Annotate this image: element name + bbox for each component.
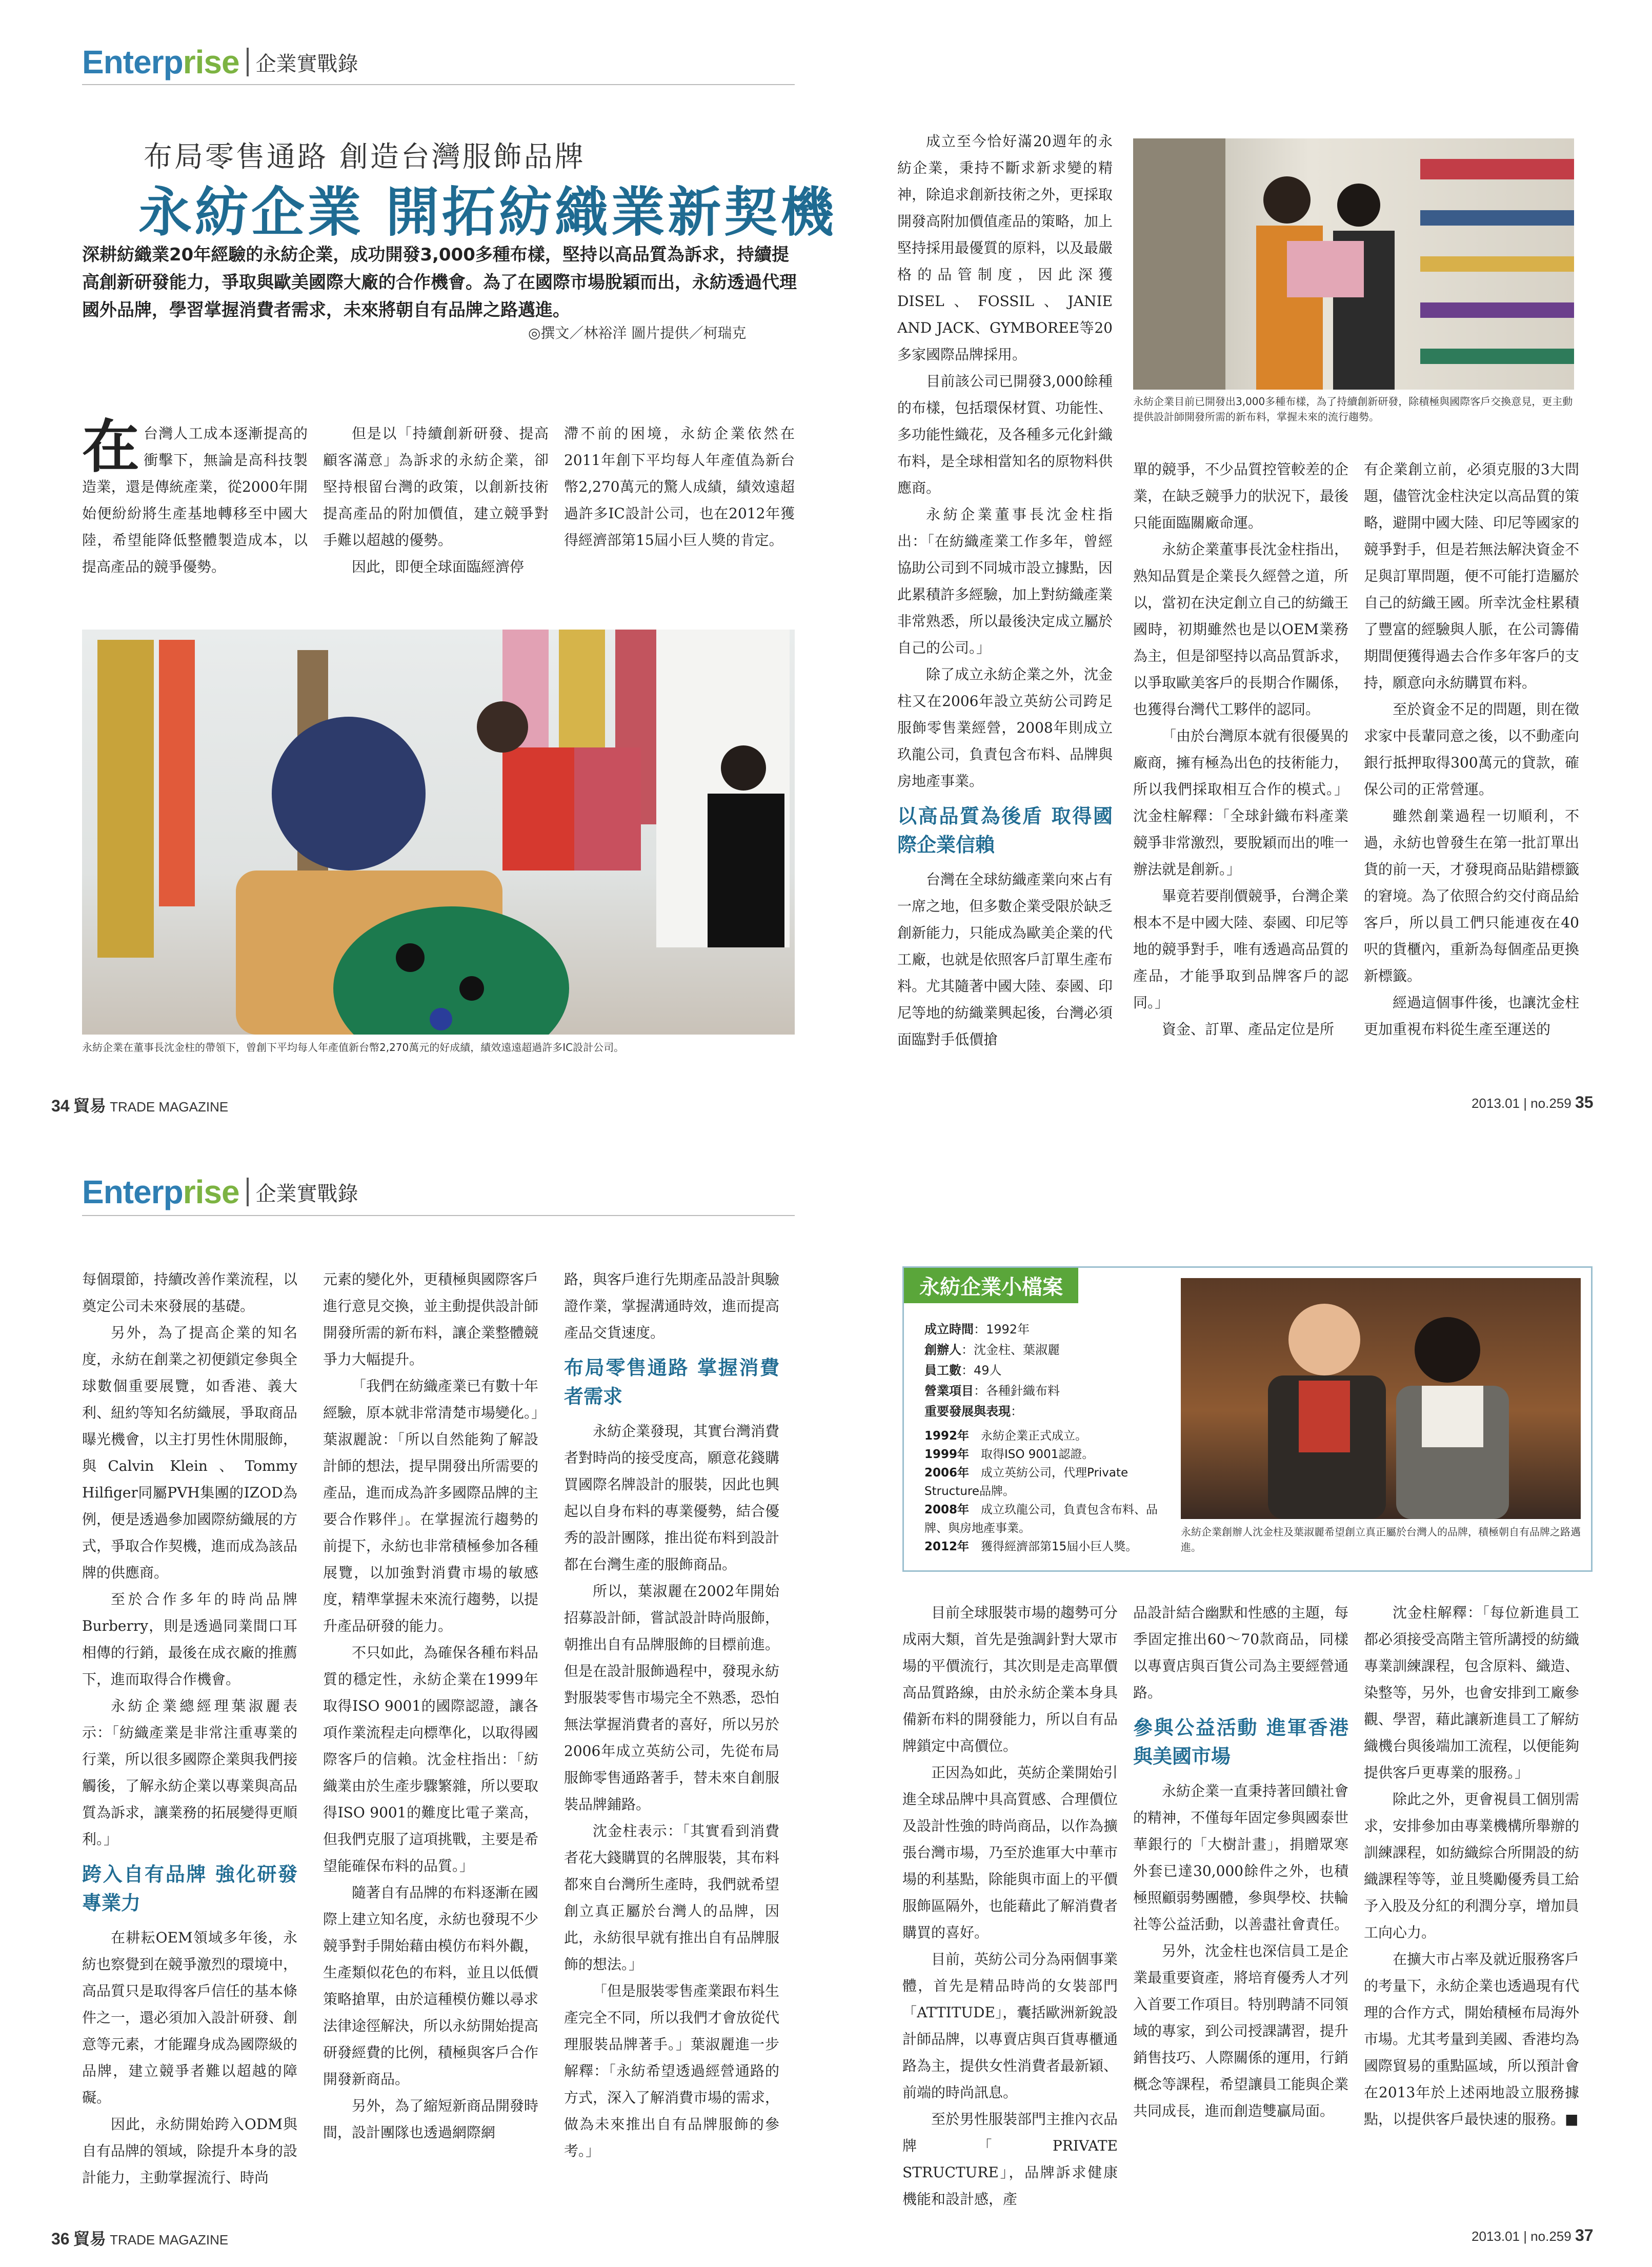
- bottom-column-2: 元素的變化外，更積極與國際客戶進行意見交換，並主動提供設計師開發所需的新布料，讓企業整體競爭力大幅提升。 「我們在紡織產業已有數十年經驗，原本就非常清楚市場變化。」葉淑麗說：「所以自然能夠了解設計師的想法，提早開發出所需要的產品，進而成為許多國際品牌的主要合作夥伴」。在掌握流行趨勢的前提下，永紡也非常積極參加各種展覽，以加強對消費市場的敏感度，精準掌握未來流行趨勢，以提升產品研發的能力。 不只如此，為確保各種布料品質的穩定性，永紡企業在1999年取得ISO 9001的國際認證，讓各項作業流程走向標準化，以取得國際客戶的信賴。沈金柱指出：「紡織業由於生產步驟繁雜，所以要取得ISO 9001的難度比電子業高，但我們克服了這項挑戰，主要是希望能確保布料的品質。」 隨著自有品牌的布料逐漸在國際上建立知名度，永紡也發現不少競爭對手開始藉由模仿布料外觀，生產類似花色的布料，並且以低價策略搶單，由於這種模仿難以尋求法律途徑解決，所以永紡開始提高研發經費的比例，積極與客戶合作開發新商品。 另外，為了縮短新商品開發時間，設計團隊也透過網際網: [323, 1271, 539, 2141]
- photo-fabric-samples: [1133, 138, 1574, 390]
- profile-timeline: 1992年 永紡企業正式成立。 1999年 取得ISO 9001認證。 2006年 成立英紡公司，代理Private Structure品牌。 2008年 成立玖龍公司，負責包含布料、品牌、與房地產事業。 2012年 獲得經濟部第15屆小巨人獎。: [924, 1429, 1158, 1553]
- company-profile-box: [902, 1266, 1593, 1572]
- bottom-column-3: 路，與客戶進行先期產品設計與驗證作業，掌握溝通時效，進而提高產品交貨速度。 布局零售通路 掌握消費者需求 永紡企業發現，其實台灣消費者對時尚的接受度高，願意花錢購買國際名牌設計的服裝，因此也興起以自身布料的專業優勢，結合優秀的設計團隊，推出從布料到設計都在台灣生產的服飾商品。 所以，葉淑麗在2002年開始招募設計師，嘗試設計時尚服飾，朝推出自有品牌服飾的目標前進。但是在設計服飾過程中，發現永紡對服裝零售市場完全不熟悉，恐怕無法掌握消費者的喜好，所以另於2006年成立英紡公司，先從布局服飾零售通路著手，替未來自創服裝品牌鋪路。 沈金柱表示：「其實看到消費者花大錢購買的名牌服裝，其布料都來自台灣所生產時，我們就希望創立真正屬於台灣人的品牌，因此，永紡很早就有推出自有品牌服飾的想法。」 「但是服裝零售產業跟布料生產完全不同，所以我們才會放從代理服裝品牌著手。」葉淑麗進一步解釋：「永紡希望透過經營通路的方式，深入了解消費市場的需求，做為未來推出自有品牌服飾的參考。」: [564, 1271, 780, 2159]
- right-column-3: 有企業創立前，必須克服的3大問題，儘管沈金柱決定以高品質的策略，避開中國大陸、印尼等國家的競爭對手，但是若無法解決資金不足與訂單問題，便不可能打造屬於自己的紡織王國。所幸沈金柱累積了豐富的經驗與人脈，在公司籌備期間便獲得過去合作多年客戶的支持，願意向永紡購買布料。 至於資金不足的問題，則在徵求家中長輩同意之後，以不動產向銀行抵押取得300萬元的貸款，確保公司的正常營運。 雖然創業過程一切順利，不過，永紡也曾發生在第一批訂單出貨的前一天，才發現商品貼錯標籤的窘境。為了依照合約交付商品給客戶，所以員工們只能連夜在40呎的貨櫃內，重新為每個產品更換新標籤。 經過這個事件後，也讓沈金柱更加重視布料從生產至運送的: [1364, 461, 1580, 1038]
- footer-page-37: 2013.01 | no.259 37: [1472, 2226, 1594, 2244]
- photo-2-caption: 永紡企業目前已開發出3,000多種布樣，為了持續創新研發，除積極與國際客戶交換意見，更主動提供設計師開發所需的新布料，掌握未來的流行趨勢。: [1133, 395, 1573, 423]
- bottom-column-1: 每個環節，持續改善作業流程，以奠定公司未來發展的基礎。 另外，為了提高企業的知名度，永紡在創業之初便鎖定參與全球數個重要展覽，如香港、義大利、紐約等知名紡織展，爭取商品曝光機會，以主打男性休閒服飾，與Calvin Klein、Tommy Hilfiger同屬PVH集團的IZOD為例，便是透過參加國際紡織展的方式，爭取合作契機，進而成為該品牌的供應商。 至於合作多年的時尚品牌Burberry，則是透過同業間口耳相傳的行銷，最後在成衣廠的推薦下，進而取得合作機會。 永紡企業總經理葉淑麗表示：「紡織產業是非常注重專業的行業，所以很多國際企業與我們接觸後，了解永紡企業以專業與高品質為訴求，讓業務的拓展變得更順利。」 跨入自有品牌 強化研發專業力 在耕耘OEM領域多年後，永紡也察覺到在競爭激烈的環境中，高品質只是取得客戶信任的基本條件之一，還必須加入設計研發、創意等元素，才能躍身成為國際級的品牌，建立競爭者難以超越的障礙。 因此，永紡開始跨入ODM與自有品牌的領域，除提升本身的設計能力，主動掌握流行、時尚: [82, 1271, 298, 2186]
- section-heading-retail: 布局零售通路 掌握消費者需求: [564, 1357, 779, 1408]
- profile-box-title: 永紡企業小檔案: [904, 1268, 1078, 1303]
- photo-1-caption: 永紡企業在董事長沈金柱的帶領下，曾創下平均每人年產值新台幣2,270萬元的好成績，績效遠遠超過許多IC設計公司。: [82, 1041, 624, 1054]
- bottom-right-column-2: 品設計結合幽默和性感的主題，每季固定推出60～70款商品，同樣以專賣店與百貨公司為主要經營通路。 參與公益活動 進軍香港與美國市場 永紡企業一直秉持著回饋社會的精神，不僅每年固定參與國泰世華銀行的「大樹計畫」，捐贈眾寒外套已達30,000餘件之外，也積極照顧弱勢團體，參與學校、扶輪社等公益活動，以善盡社會責任。 另外，沈金柱也深信員工是企業最重要資產，將培育優秀人才列入首要工作項目。特別聘請不同領域的專家，到公司授課講習，提升銷售技巧、人際關係的運用，行銷概念等課程，希望讓員工能與企業共同成長，進而創造雙贏局面。: [1133, 1604, 1349, 2119]
- right-column-2: 單的競爭，不少品質控管較差的企業，在缺乏競爭力的狀況下，最後只能面臨關廠命運。 永紡企業董事長沈金柱指出，熟知品質是企業長久經營之道，所以，當初在決定創立自己的紡織王國時，初期雖然也是以OEM業務為主，但是卻堅持以高品質訴求，以爭取歐美客戶的長期合作關係，也獲得台灣代工夥伴的認同。 「由於台灣原本就有很優異的廠商，擁有極為出色的技術能力，所以我們採取相互合作的模式。」沈金柱解釋：「全球針織布料產業競爭非常激烈，要脫穎而出的唯一辦法就是創新。」 畢竟若要削價競爭，台灣企業根本不是中國大陸、泰國、印尼等地的競爭對手，唯有透過高品質的產品，才能爭取到品牌客戶的認同。」 資金、訂單、產品定位是所: [1133, 461, 1349, 1038]
- right-column-1: 成立至今恰好滿20週年的永紡企業，秉持不斷求新求變的精神，除追求創新技術之外，更採取開發高附加價值產品的策略，加上堅持採用最優質的原料，以及最嚴格的品管制度，因此深獲DISEL、FOSSIL、JANIE AND JACK、GYMBOREE等20多家國際品牌採用。 目前該公司已開發3,000餘種的布樣，包括環保材質、功能性、多功能性織花，及各種多元化針織布料，是全球相當知名的原物料供應商。 永紡企業董事長沈金柱指出：「在紡織產業工作多年，曾經協助公司到不同城市設立據點，因此累積許多經驗，加上對紡織產業非常熟悉，所以最後決定成立屬於自己的公司。」 除了成立永紡企業之外，沈金柱又在2006年設立英紡公司跨足服飾零售業經營，2008年則成立玖龍公司，負責包含布料、品牌與房地產事業。 以高品質為後盾 取得國際企業信賴 台灣在全球紡織產業向來占有一席之地，但多數企業受限於缺乏創新能力，只能成為歐美企業的代工廠，也就是依照客戶訂單生產布料。尤其隨著中國大陸、泰國、印尼等地的紡織業興起後，台灣必須面臨對手低價搶: [897, 133, 1113, 1048]
- brand-logo: Enterprise: [82, 44, 239, 80]
- article-title: 永紡企業 開拓紡織業新契機: [138, 180, 837, 244]
- intro-column-2: 但是以「持續創新研發、提高顧客滿意」為訴求的永紡企業，卻堅持根留台灣的政策，以創新技術提高產品的附加價值，建立競爭對手難以超越的優勢。 因此，即便全球面臨經濟停: [323, 425, 549, 575]
- footer-page-34: 34 貿易 TRADE MAGAZINE: [51, 1097, 229, 1115]
- brand-logo-2: Enterprise: [82, 1173, 239, 1210]
- intro-column-1: 在台灣人工成本逐漸提高的衝擊下，無論是高科技製造業，還是傳統產業，從2000年開始便紛紛將生產基地轉移至中國大陸，希望能降低整體製造成本，以提高產品的競爭優勢。: [82, 413, 308, 575]
- intro-column-3: 滯不前的困境，永紡企業依然在2011年創下平均每人年產值為新台幣2,270萬元的驚人成績，績效遠超過許多IC設計公司，也在2012年獲得經濟部第15屆小巨人獎的肯定。: [564, 425, 795, 549]
- section-heading-quality: 以高品質為後盾 取得國際企業信賴: [897, 805, 1113, 856]
- drop-cap: 在: [82, 413, 139, 480]
- bottom-right-column-3: 沈金柱解釋：「每位新進員工都必須接受高階主管所講授的紡織專業訓練課程，包含原料、織造、染整等，另外，也會安排到工廠參觀、學習，藉此讓新進員工了解紡織機台與後端加工流程，以便能夠提供客戶更專業的服務。」 除此之外，更會視員工個別需求，安排參加由專業機構所舉辦的訓練課程，如紡織綜合所開設的紡織課程等等，並且獎勵優秀員工給予入股及分紅的利潤分享，增加員工向心力。 在擴大市占率及就近服務客戶的考量下，永紡企業也透過現有代理的合作方式，開始積極布局海外市場。尤其考量到美國、香港均為國際貿易的重點區域，所以預計會在2013年於上述兩地設立服務據點，以提供客戶最快速的服務。■: [1364, 1604, 1580, 2128]
- footer-page-36: 36 貿易 TRADE MAGAZINE: [51, 2230, 229, 2248]
- profile-photo-caption: 永紡企業創辦人沈金柱及葉淑麗希望創立真正屬於台灣人的品牌，積極朝自有品牌之路邁進。: [1181, 1526, 1581, 1553]
- article-credit: ◎撰文／林裕洋 圖片提供／柯瑞克: [528, 325, 747, 341]
- footer-page-35: 2013.01 | no.259 35: [1472, 1093, 1594, 1111]
- article-lead: 深耕紡織業20年經驗的永紡企業，成功開發3,000多種布樣，堅持以高品質為訴求，持續提高創新研發能力，爭取與歐美國際大廠的合作機會。為了在國際市場脫穎而出，永紡透過代理國外品牌，學習掌握消費者需求，未來將朝自有品牌之路邁進。: [82, 245, 797, 320]
- bottom-right-column-1: 目前全球服裝市場的趨勢可分成兩大類，首先是強調針對大眾市場的平價流行，其次則是走高單價高品質路線，由於永紡企業本身具備新布料的開發能力，所以自有品牌鎖定中高價位。 正因為如此，英紡企業開始引進全球品牌中具高質感、合理價位及設計性強的時尚商品，以作為擴張台灣市場，乃至於進軍大中華市場的利基點，除能與市面上的平價服飾區隔外，也能藉此了解消費者購買的喜好。 目前，英紡公司分為兩個事業體，首先是精品時尚的女裝部門「ATTITUDE」，囊括歐洲新銳設計師品牌，以專賣店與百貨專櫃通路為主，提供女性消費者最新穎、前端的時尚訊息。 至於男性服裝部門主推內衣品牌「PRIVATE STRUCTURE」，品牌訴求健康機能和設計感，產: [902, 1604, 1118, 2208]
- section-heading-charity: 參與公益活動 進軍香港與美國市場: [1133, 1716, 1348, 1768]
- photo-founders: [1181, 1278, 1581, 1519]
- section-label: 企業實戰錄: [255, 52, 358, 76]
- section-heading-brand: 跨入自有品牌 強化研發專業力: [82, 1863, 297, 1914]
- top-header: [82, 43, 358, 81]
- profile-facts: 成立時間：1992年 創辦人：沈金柱、葉淑麗 員工數：49人 營業項目：各種針織布料 重要發展與表現：: [924, 1322, 1060, 1419]
- article-subtitle: 布局零售通路 創造台灣服飾品牌: [144, 140, 586, 174]
- photo-executives-with-fabrics: [82, 630, 795, 1035]
- bottom-header: [82, 1173, 358, 1211]
- section-label-2: 企業實戰錄: [255, 1182, 358, 1206]
